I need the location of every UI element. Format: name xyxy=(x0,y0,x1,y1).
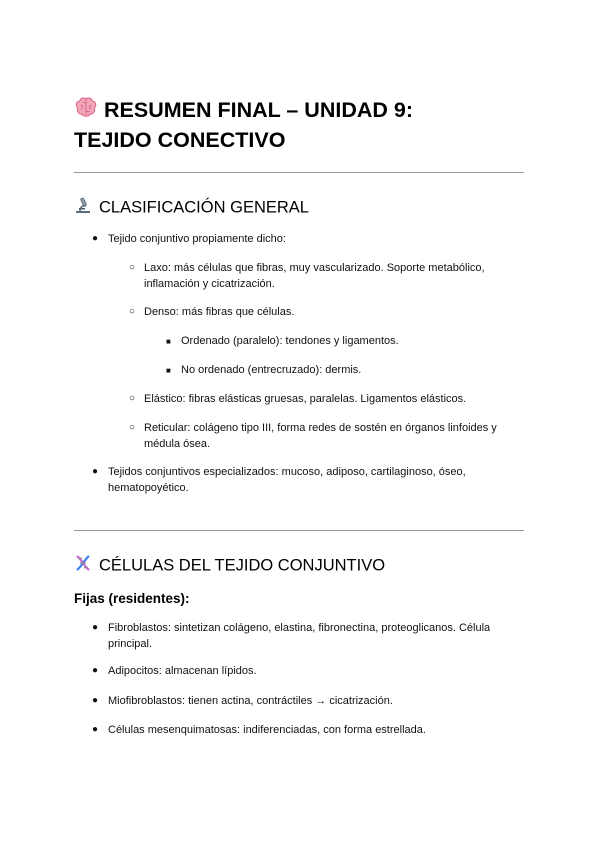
list-item: ○ Denso: más fibras que células. xyxy=(129,306,295,318)
dna-icon xyxy=(74,554,92,578)
bullet: ● xyxy=(92,724,99,735)
list-item: ○ Laxo: más células que fibras, muy vascularizado. Soporte metabólico, inflamación y cicatrización. xyxy=(129,262,485,290)
bullet: ● xyxy=(92,233,99,244)
list-item: ■ Ordenado (paralelo): tendones y ligamentos. xyxy=(181,333,521,349)
bullet: ■ xyxy=(166,337,171,346)
list-item: ● Tejidos conjuntivos especializados: mucoso, adiposo, cartilaginoso, óseo, hematopoyético. xyxy=(92,466,466,494)
section-heading-text: CLASIFICACIÓN GENERAL xyxy=(99,198,309,217)
brain-icon xyxy=(74,96,98,126)
list-item: ○ Reticular: colágeno tipo III, forma redes de sostén en órganos linfoides y médula ósea. xyxy=(129,422,497,450)
bullet: ■ xyxy=(166,366,171,375)
page-title xyxy=(74,96,534,155)
title-line-1: RESUMEN FINAL – UNIDAD 9: xyxy=(104,98,413,122)
divider xyxy=(74,530,524,531)
bullet: ● xyxy=(92,695,99,706)
section-heading-text: CÉLULAS DEL TEJIDO CONJUNTIVO xyxy=(99,556,386,575)
title-line-2: TEJIDO CONECTIVO xyxy=(74,128,286,153)
list-item: ■ No ordenado (entrecruzado): dermis. xyxy=(181,362,521,378)
bullet: ○ xyxy=(129,306,136,317)
subheading-fijas: Fijas (residentes): xyxy=(74,591,190,606)
list-item: ● Miofibroblastos: tienen actina, contráctiles → cicatrización. xyxy=(92,695,393,707)
bullet: ○ xyxy=(129,262,136,273)
list-item: ● Fibroblastos: sintetizan colágeno, elastina, fibronectina, proteoglicanos. Célula principal. xyxy=(92,622,491,650)
list-item: ● Tejido conjuntivo propiamente dicho: xyxy=(92,233,286,245)
list-item: ● Adipocitos: almacenan lípidos. xyxy=(92,665,257,677)
microscope-icon xyxy=(74,196,92,220)
list-item: ○ Elástico: fibras elásticas gruesas, paralelas. Ligamentos elásticos. xyxy=(129,393,467,405)
bullet: ● xyxy=(92,665,99,676)
bullet: ○ xyxy=(129,393,136,404)
bullet: ○ xyxy=(129,422,136,433)
list-item: ● Células mesenquimatosas: indiferenciadas, con forma estrellada. xyxy=(92,724,426,736)
divider xyxy=(74,172,524,173)
bullet: ● xyxy=(92,622,99,633)
bullet: ● xyxy=(92,466,99,477)
section-heading-celulas xyxy=(74,554,385,578)
section-heading-clasificacion xyxy=(74,196,309,220)
